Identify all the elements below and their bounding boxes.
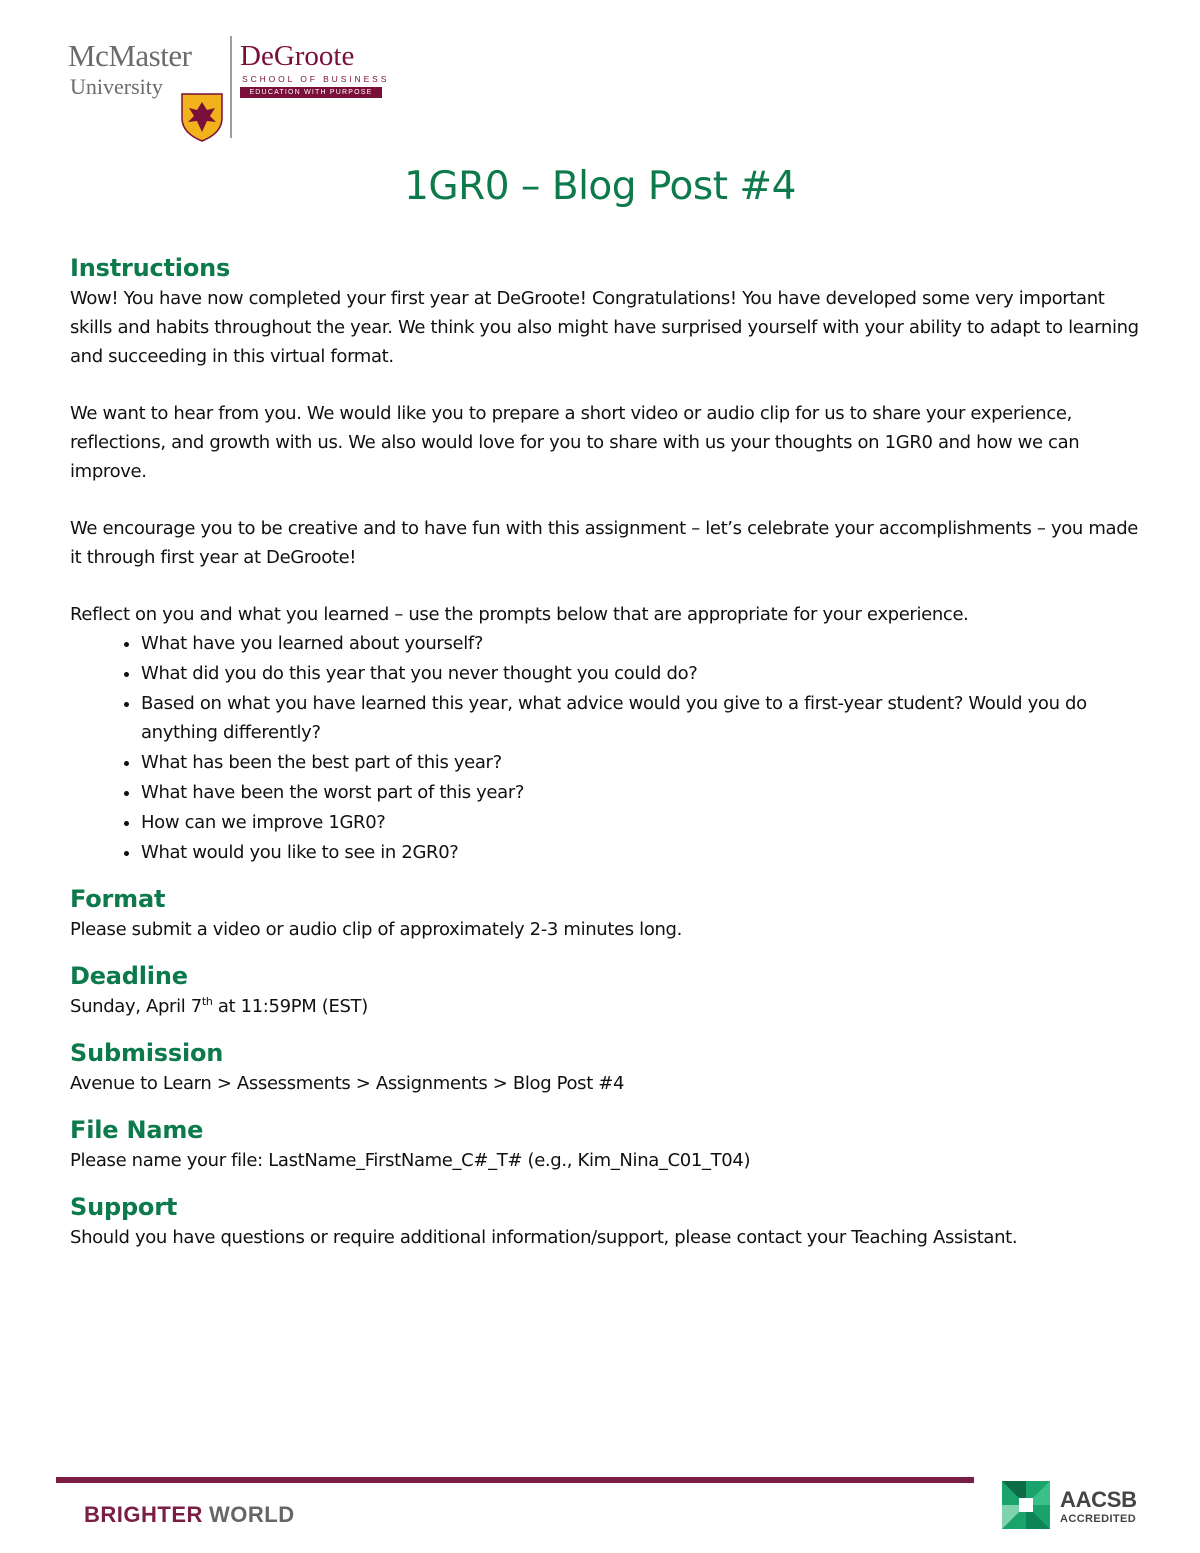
list-item: • How can we improve 1GR0? [141,808,1140,837]
university-sub: University [70,74,163,99]
format-text: Please submit a video or audio clip of approximately 2-3 minutes long. [70,919,682,940]
support-heading: Support [70,1193,178,1221]
school-line: SCHOOL OF BUSINESS [242,74,390,84]
deadline-heading: Deadline [70,962,188,990]
support-section [70,1191,1140,1252]
deadline-date: Sunday, April 7 [70,996,202,1017]
list-item: • Based on what you have learned this year, what advice would you give to a first-year student? Would you do anything differently? [141,689,1140,747]
prompt-list [70,629,1140,867]
format-section [70,883,1140,944]
instructions-paragraph-4: Reflect on you and what you learned – use the prompts below that are appropriate for your experience. [70,604,969,625]
instructions-paragraph-1: Wow! You have now completed your first year at DeGroote! Congratulations! You have developed some very important skills and habits throughout the year. We think you also might have surprised yourself with your ability to adapt to learning and succeeding in this virtual format. [70,288,1139,367]
list-item: • What has been the best part of this year? [141,748,1140,777]
logo-divider [230,36,232,138]
deadline-section [70,960,1140,1021]
school-name: DeGroote [240,40,355,72]
file-name-section [70,1114,1140,1175]
deadline-text [70,992,1140,1021]
support-text: Should you have questions or require additional information/support, please contact your Teaching Assistant. [70,1227,1018,1248]
list-item: • What have you learned about yourself? [141,629,1140,658]
submission-section [70,1037,1140,1098]
instructions-paragraph-3: We encourage you to be creative and to have fun with this assignment – let’s celebrate your accomplishments – you made it through first year at DeGroote! [70,518,1139,568]
document-body [70,252,1140,1252]
list-item: • What did you do this year that you never thought you could do? [141,659,1140,688]
page-title: 1GR0 – Blog Post #4 [404,164,796,209]
file-name-heading: File Name [70,1116,204,1144]
deadline-ordinal: th [201,995,213,1008]
tagline: EDUCATION WITH PURPOSE [240,87,382,98]
list-item: • What have been the worst part of this year? [141,778,1140,807]
list-item: • What would you like to see in 2GR0? [141,838,1140,867]
aacsb-logo-icon [1002,1481,1050,1529]
university-name: McMaster [68,38,192,73]
mcmaster-crest-icon [180,92,224,142]
aacsb-text: AACSB [1060,1487,1137,1512]
format-heading: Format [70,885,166,913]
accredited-text: ACCREDITED [1060,1513,1137,1525]
submission-heading: Submission [70,1039,224,1067]
file-name-text: Please name your file: LastName_FirstName_C#_T# (e.g., Kim_Nina_C01_T04) [70,1150,751,1171]
footer-rule [56,1477,974,1483]
instructions-paragraph-2: We want to hear from you. We would like you to prepare a short video or audio clip for us to share your experience, reflections, and growth with us. We also would love for you to share with us your thoughts on 1GR0 and how we can improve. [70,403,1080,482]
instructions-heading: Instructions [70,254,231,282]
deadline-time: at 11:59PM (EST) [212,996,368,1017]
mcmaster-degroote-logo [68,36,398,140]
submission-path: Avenue to Learn > Assessments > Assignments > Blog Post #4 [70,1073,625,1094]
brighter-text: BRIGHTER [84,1502,203,1527]
world-text: WORLD [209,1502,295,1527]
